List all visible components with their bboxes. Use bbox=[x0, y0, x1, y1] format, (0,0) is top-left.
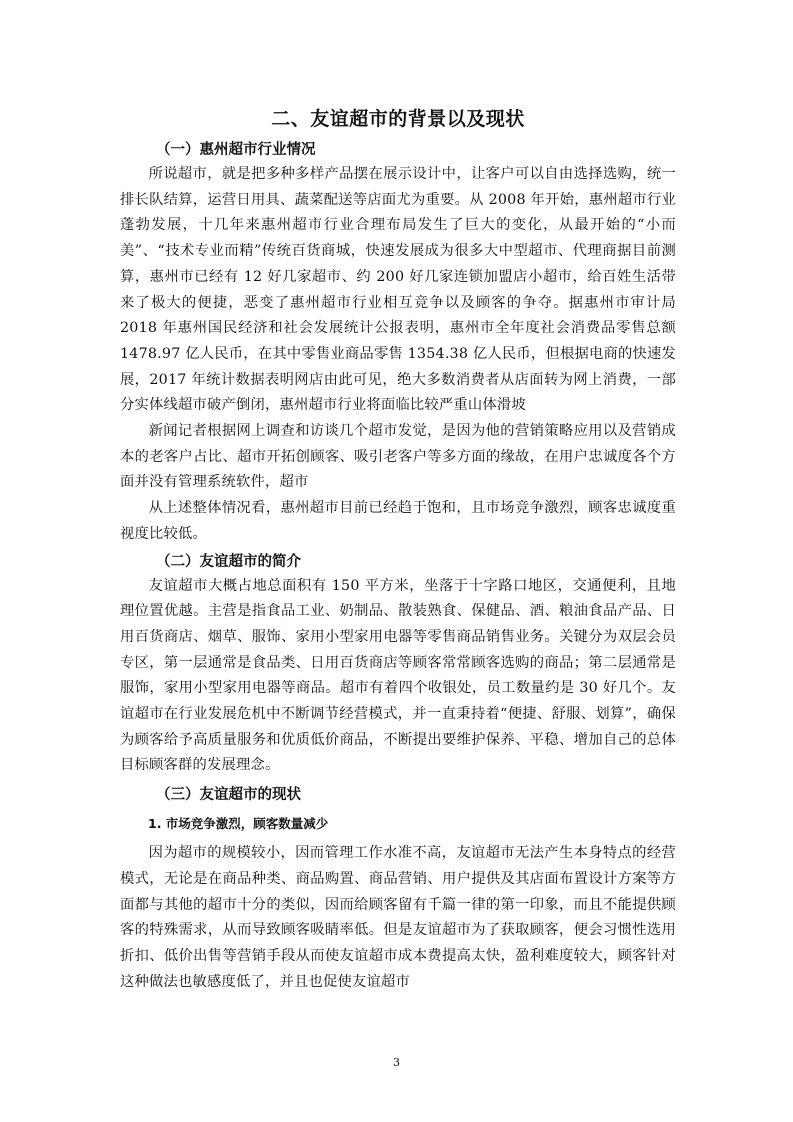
paragraph: 友谊超市大概占地总面积有 150 平方米，坐落于十字路口地区，交通便利，且地理位置优越。主营是指食品工业、奶制品、散装熟食、保健品、酒、粮油食品产品、日用百货商店、烟草、服饰、家用小型家用电器等零售商品销售业务。关键分为双层会员专区，第一层通常是食品类、日用百货商店等顾客常常顾客选购的商品；第二层通常是服饰，家用小型家用电器等商品。超市有着四个收银处，员工数量约是 30 好几个。友谊超市在行业发展危机中不断调节经营模式，并一直秉持着“便捷、舒服、划算”，确保为顾客给予高质量服务和优质低价商品，不断提出要维护保养、平稳、增加自己的总体目标顾客群的发展理念。 bbox=[120, 577, 676, 774]
page-content bbox=[120, 106, 676, 995]
paragraph: 所说超市，就是把多种多样产品摆在展示设计中，让客户可以自由选择选购，统一排长队结算，运营日用具、蔬菜配送等店面尤为重要。从 2008 年开始，惠州超市行业蓬勃发展，十几年来惠州超市行业合理布局发生了巨大的变化，从最开始的“小而美”、“技术专业而精”传统百货商城，快速发展成为很多大中型超市、代理商据目前测算，惠州市已经有 12 好几家超市、约 200 好几家连锁加盟店小超市，给百姓生活带来了极大的便捷，恶变了惠州超市行业相互竞争以及顾客的争夺。据惠州市审计局 2018 年惠州国民经济和社会发展统计公报表明，惠州市全年度社会消费品零售总额 1478.97 亿人民币，在其中零售业商品零售 1354.38 亿人民币，但根据电商的快速发展，2017 年统计数据表明网店由此可见，绝大多数消费者从店面转为网上消费，一部分实体线超市破产倒闭，惠州超市行业将面临比较严重山体滑坡 bbox=[120, 166, 676, 414]
section-heading-industry: （一）惠州超市行业情况 bbox=[156, 142, 316, 158]
page-number: 3 bbox=[393, 1056, 400, 1069]
paragraph: 从上述整体情况看，惠州超市目前已经趋于饱和，且市场竞争激烈，顾客忠诚度重视度比较低。 bbox=[120, 500, 676, 542]
page-title: 二、友谊超市的背景以及现状 bbox=[271, 108, 525, 130]
paragraph: 新闻记者根据网上调查和访谈几个超市发觉，是因为他的营销策略应用以及营销成本的老客户占比、超市开拓创顾客、吸引老客户等多方面的缘故，在用户忠诚度各个方面并没有管理系统软件，超市 bbox=[120, 423, 676, 491]
section-heading-status: （三）友谊超市的现状 bbox=[156, 787, 301, 804]
subsection-heading: 1. 市场竞争激烈，顾客数量减少 bbox=[148, 816, 329, 832]
section-heading-intro: （二）友谊超市的简介 bbox=[156, 553, 301, 570]
paragraph: 因为超市的规模较小，因而管理工作水准不高，友谊超市无法产生本身特点的经营模式，无论是在商品种类、商品购置、商品营销、用户提供及其店面布置设计方案等方面都与其他的超市十分的类似，因而给顾客留有千篇一律的第一印象，而且不能提供顾客的特殊需求，从而导致顾客吸睛率低。但是友谊超市为了获取顾客，便会习惯性选用折扣、低价出售等营销手段从而使友谊超市成本费提高太快，盈利难度较大，顾客针对这种做法也敏感度低了，并且也促使友谊超市 bbox=[120, 845, 676, 990]
